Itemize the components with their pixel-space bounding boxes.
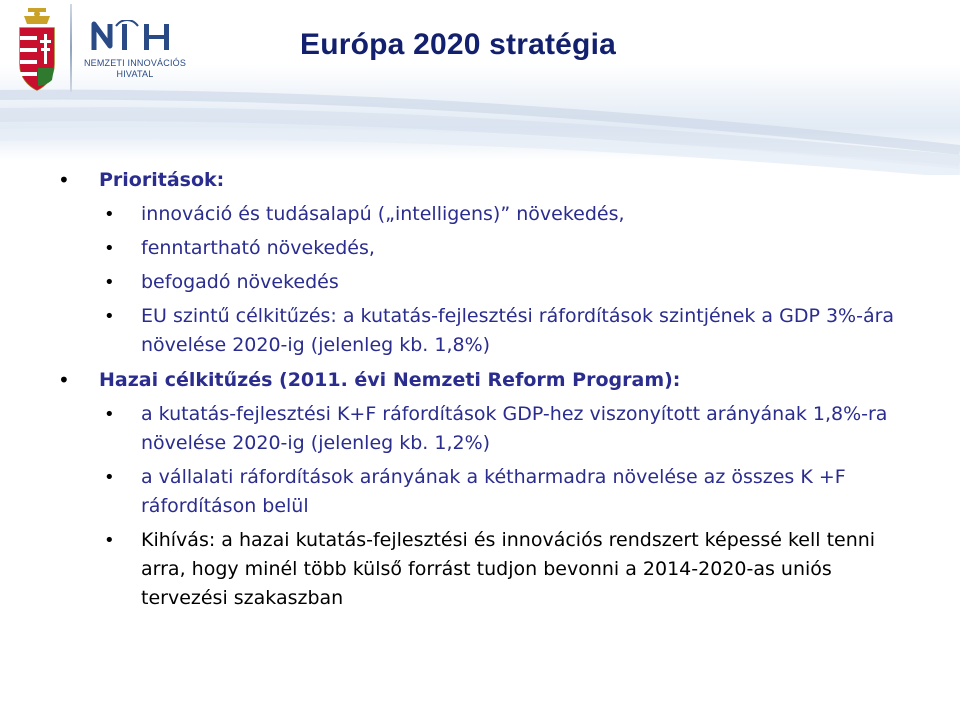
slide-header — [0, 0, 960, 160]
list-item: • EU szintű célkitűzés: a kutatás-fejlesztési ráfordítások szintjének a GDP 3%-ára növelése 2020-ig (jelenleg kb. 1,8%) — [0, 302, 960, 360]
logo-text-line1: NEMZETI INNOVÁCIÓS — [83, 58, 187, 68]
list-item: • a kutatás-fejlesztési K+F ráfordítások GDP-hez viszonyított arányának 1,8%-ra növelése 2020-ig (jelenleg kb. 1,2%) — [0, 400, 960, 458]
section-heading-priorities: • Prioritások: — [0, 165, 960, 196]
coat-of-arms-icon — [12, 6, 62, 92]
page-title: Európa 2020 stratégia — [300, 28, 617, 61]
nih-logo — [80, 20, 190, 96]
nih-mark-icon — [88, 20, 178, 52]
list-item: • Kihívás: a hazai kutatás-fejlesztési és innovációs rendszert képessé kell tenni arra, hogy minél több külső forrást tudjon bevonni a 2014-2020-as uniós tervezési szakaszban — [0, 526, 960, 613]
logo-text-line2: HIVATAL — [116, 69, 154, 79]
list-item: • a vállalati ráfordítások arányának a kétharmadra növelése az összes K +F ráfordításon belül — [0, 463, 960, 521]
slide-content — [0, 165, 960, 618]
logo-divider — [70, 4, 72, 92]
list-item: • fenntartható növekedés, — [0, 234, 960, 263]
list-item: • innováció és tudásalapú („intelligens)” növekedés, — [0, 200, 960, 229]
list-item: • befogadó növekedés — [0, 268, 960, 297]
section-heading-national-goal: • Hazai célkitűzés (2011. évi Nemzeti Reform Program): — [0, 365, 960, 396]
